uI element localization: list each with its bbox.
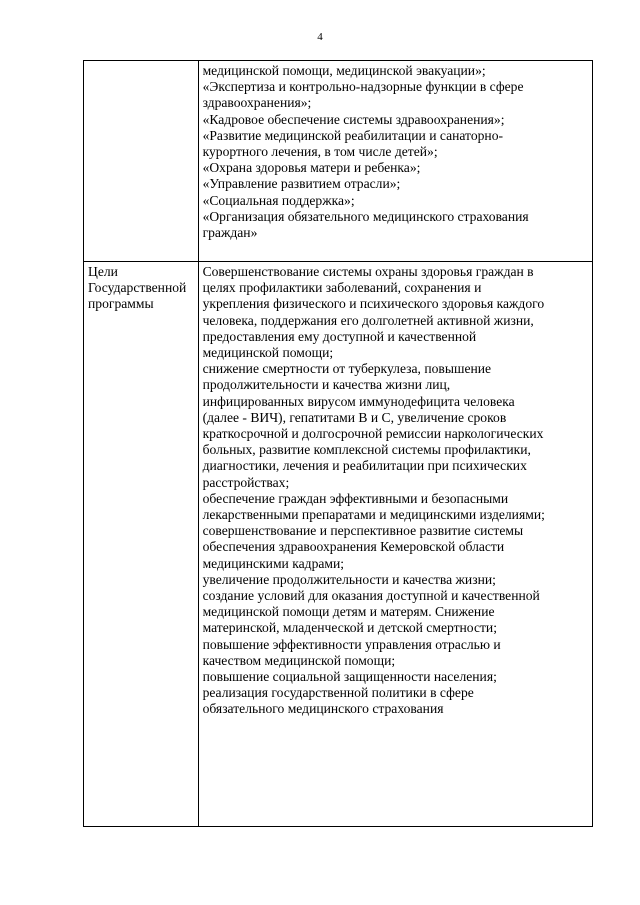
row-label-line: Государственной [88, 280, 187, 296]
content-line: лекарственными препаратами и медицинскими изделиями; [202, 507, 545, 523]
content-line: обязательного медицинского страхования [202, 701, 444, 717]
content-line: «Организация обязательного медицинского страхования [202, 208, 529, 224]
row-label-cell [84, 61, 199, 262]
content-line: обеспечение граждан эффективными и безопасными [202, 490, 509, 506]
content-line: целях профилактики заболеваний, сохранения и [202, 280, 482, 296]
content-line: обеспечения здравоохранения Кемеровской области [202, 539, 505, 555]
table-row [84, 61, 593, 262]
content-line: «Управление развитием отрасли»; [202, 176, 401, 192]
content-line: человека, поддержания его долголетней активной жизни, [202, 312, 534, 328]
content-line: совершенствование и перспективное развитие системы [202, 523, 524, 539]
content-line: материнской, младенческой и детской смертности; [202, 620, 497, 636]
content-line: качеством медицинской помощи; [202, 652, 396, 668]
content-line: реализация государственной политики в сфере [202, 685, 474, 701]
page-number: 4 [317, 31, 323, 43]
row-content-cell [198, 262, 592, 827]
content-line: снижение смертности от туберкулеза, повышение [202, 361, 492, 377]
content-line: медицинской помощи; [202, 345, 334, 361]
content-line: расстройствах; [202, 474, 290, 490]
content-line: повышение эффективности управления отраслью и [202, 636, 501, 652]
content-line: медицинскими кадрами; [202, 555, 345, 571]
content-line: здравоохранения»; [202, 95, 312, 111]
content-line: краткосрочной и долгосрочной ремиссии наркологических [202, 426, 544, 442]
content-line: граждан» [202, 225, 258, 241]
content-line: продолжительности и качества жизни лиц, [202, 377, 451, 393]
content-line: медицинской помощи, медицинской эвакуации»; [202, 63, 486, 78]
content-line: «Кадровое обеспечение системы здравоохранения»; [202, 111, 505, 127]
table-row [84, 262, 593, 827]
content-line: больных, развитие комплексной системы профилактики, [202, 442, 531, 458]
content-line: инфицированных вирусом иммунодефицита человека [202, 393, 515, 409]
content-line: увеличение продолжительности и качества жизни; [202, 571, 496, 587]
content-line: «Экспертиза и контрольно-надзорные функции в сфере [202, 79, 524, 95]
content-line: «Социальная поддержка»; [202, 192, 355, 208]
row-label-line: Цели [88, 264, 118, 279]
content-line: предоставления ему доступной и качественной [202, 328, 477, 344]
program-passport-table [83, 60, 593, 827]
content-line: создание условий для оказания доступной и качественной [202, 588, 540, 604]
content-line: Совершенствование системы охраны здоровья граждан в [202, 264, 534, 279]
content-line: «Охрана здоровья матери и ребенка»; [202, 160, 421, 176]
content-line: (далее - ВИЧ), гепатитами В и С, увеличение сроков [202, 409, 507, 425]
content-line: диагностики, лечения и реабилитации при психических [202, 458, 527, 474]
row-label-cell [84, 262, 199, 827]
content-line: курортного лечения, в том числе детей»; [202, 144, 438, 160]
content-line: повышение социальной защищенности населения; [202, 669, 497, 685]
content-line: медицинской помощи детям и матерям. Снижение [202, 604, 495, 620]
row-label-line: программы [88, 296, 154, 312]
content-line: укрепления физического и психического здоровья каждого [202, 296, 545, 312]
row-content-cell [198, 61, 592, 262]
content-line: «Развитие медицинской реабилитации и санаторно- [202, 127, 504, 143]
